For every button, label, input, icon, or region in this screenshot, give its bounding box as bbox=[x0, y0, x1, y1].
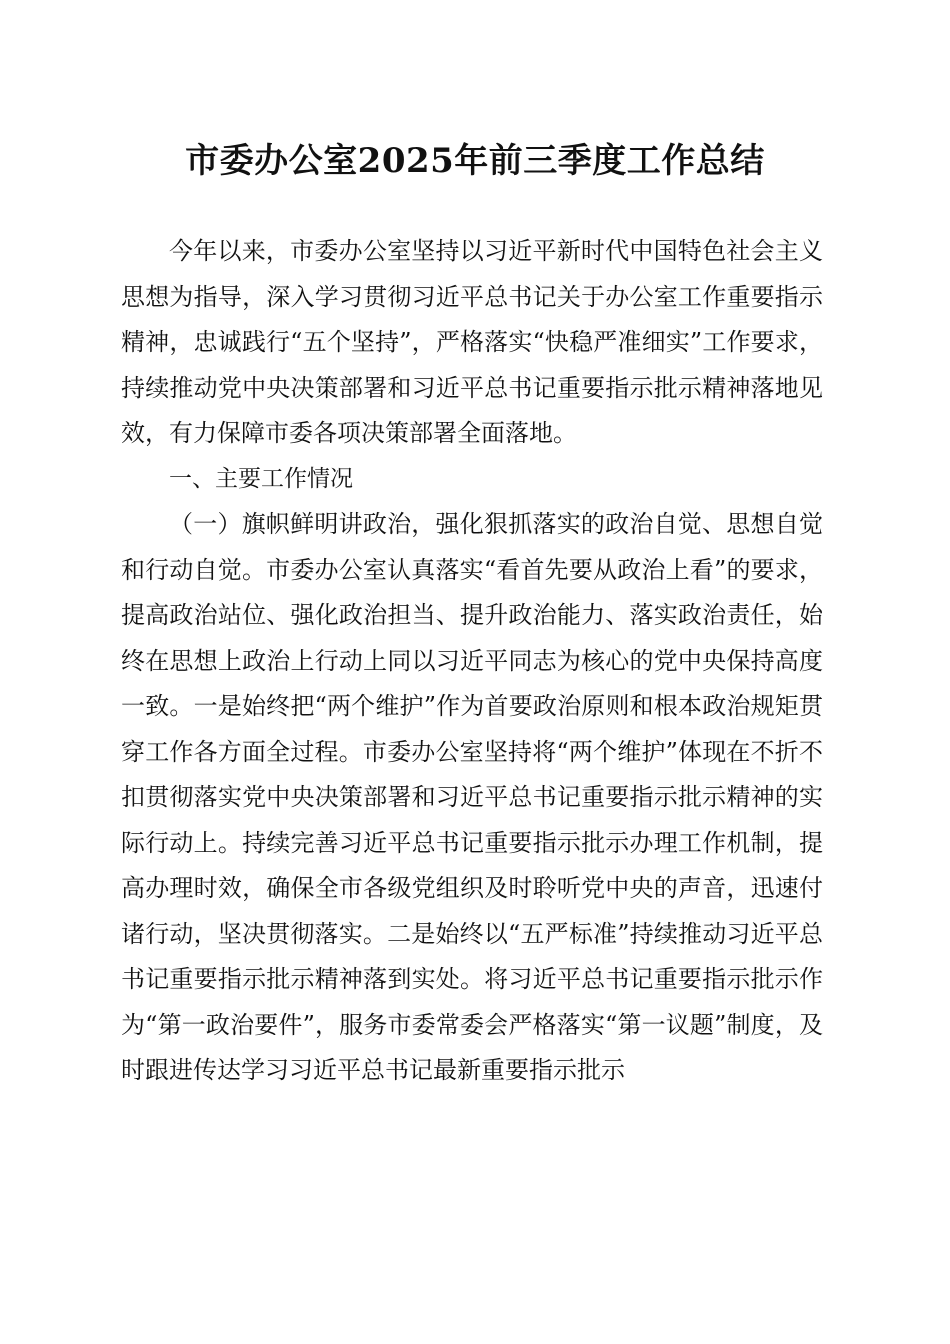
document-body bbox=[121, 229, 823, 1094]
section-heading: 一、主要工作情况 bbox=[169, 465, 353, 492]
subsection-paragraph bbox=[121, 502, 823, 1094]
subsection-lead: （一）旗帜鲜明讲政治，强化狠抓落实的政治自觉、思想自觉和行动自觉。 bbox=[121, 510, 823, 584]
subsection-body: 市委办公室认真落实“看首先要从政治上看”的要求，提高政治站位、强化政治担当、提升政治能力、落实政治责任，始终在思想上政治上行动上同以习近平同志为核心的党中央保持高度一致。一是始终把“两个维护”作为首要政治原则和根本政治规矩贯穿工作各方面全过程。市委办公室坚持将“两个维护”体现在不折不扣贯彻落实党中央决策部署和习近平总书记重要指示批示精神的实际行动上。持续完善习近平总书记重要指示批示办理工作机制，提高办理时效，确保全市各级党组织及时聆听党中央的声音，迅速付诸行动，坚决贯彻落实。二是始终以“五严标准”持续推动习近平总书记重要指示批示精神落到实处。将习近平总书记重要指示批示作为“第一政治要件”，服务市委常委会严格落实“第一议题”制度，及时跟进传达学习习近平总书记最新重要指示批示 bbox=[121, 555, 824, 1084]
document-title: 市委办公室2025年前三季度工作总结 bbox=[185, 141, 765, 181]
intro-paragraph: 今年以来，市委办公室坚持以习近平新时代中国特色社会主义思想为指导，深入学习贯彻习近平总书记关于办公室工作重要指示精神，忠诚践行“五个坚持”，严格落实“快稳严准细实”工作要求，持续推动党中央决策部署和习近平总书记重要指示批示精神落地见效，有力保障市委各项决策部署全面落地。 bbox=[121, 237, 823, 447]
